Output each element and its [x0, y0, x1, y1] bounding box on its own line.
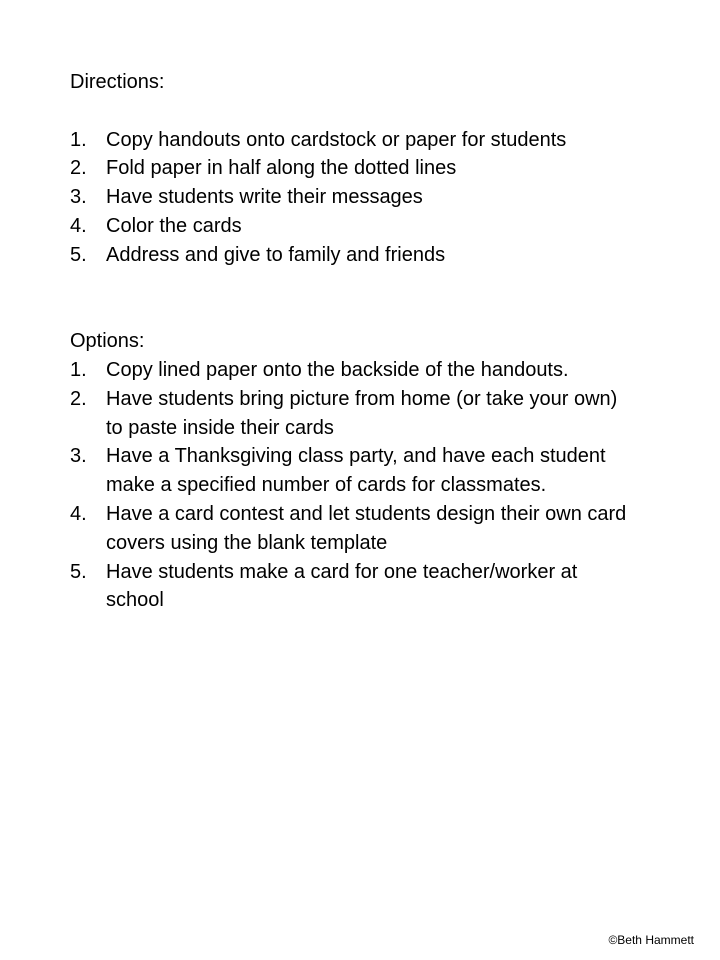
document-body	[70, 68, 670, 615]
list-number: 2.	[70, 157, 87, 180]
copyright-footer: ©Beth Hammett	[608, 933, 694, 947]
list-item	[70, 558, 670, 616]
list-item	[70, 212, 670, 241]
list-item-text: Have a Thanksgiving class party, and have each student make a specified number of cards for classmates.	[106, 445, 606, 497]
list-number: 5.	[70, 560, 87, 583]
list-number: 4.	[70, 502, 87, 525]
list-item	[70, 241, 670, 270]
list-item	[70, 183, 670, 212]
list-item	[70, 126, 670, 155]
list-item-text: Have a card contest and let students design their own card covers using the blank template	[106, 502, 627, 554]
list-number: 4.	[70, 214, 87, 237]
list-item-text: Copy handouts onto cardstock or paper for students	[106, 128, 567, 151]
list-item	[70, 154, 670, 183]
list-item-text: Have students make a card for one teacher/worker at school	[106, 560, 578, 612]
directions-heading: Directions:	[70, 71, 165, 93]
list-item-text: Fold paper in half along the dotted lines	[106, 157, 457, 180]
list-item	[70, 356, 670, 385]
list-item-text: Have students bring picture from home (or take your own) to paste inside their cards	[106, 387, 618, 439]
list-item-text: Copy lined paper onto the backside of the handouts.	[106, 358, 569, 381]
list-number: 1.	[70, 358, 87, 381]
list-number: 2.	[70, 387, 87, 410]
options-heading: Options:	[70, 330, 145, 353]
options-list	[70, 356, 670, 615]
list-item-text: Have students write their messages	[106, 186, 423, 209]
list-number: 1.	[70, 128, 87, 151]
list-item	[70, 385, 670, 443]
list-item	[70, 500, 670, 558]
list-number: 5.	[70, 243, 87, 266]
list-item	[70, 442, 670, 500]
list-number: 3.	[70, 186, 87, 209]
list-item-text: Color the cards	[106, 214, 242, 237]
directions-list	[70, 126, 670, 270]
list-item-text: Address and give to family and friends	[106, 243, 446, 266]
list-number: 3.	[70, 445, 87, 468]
